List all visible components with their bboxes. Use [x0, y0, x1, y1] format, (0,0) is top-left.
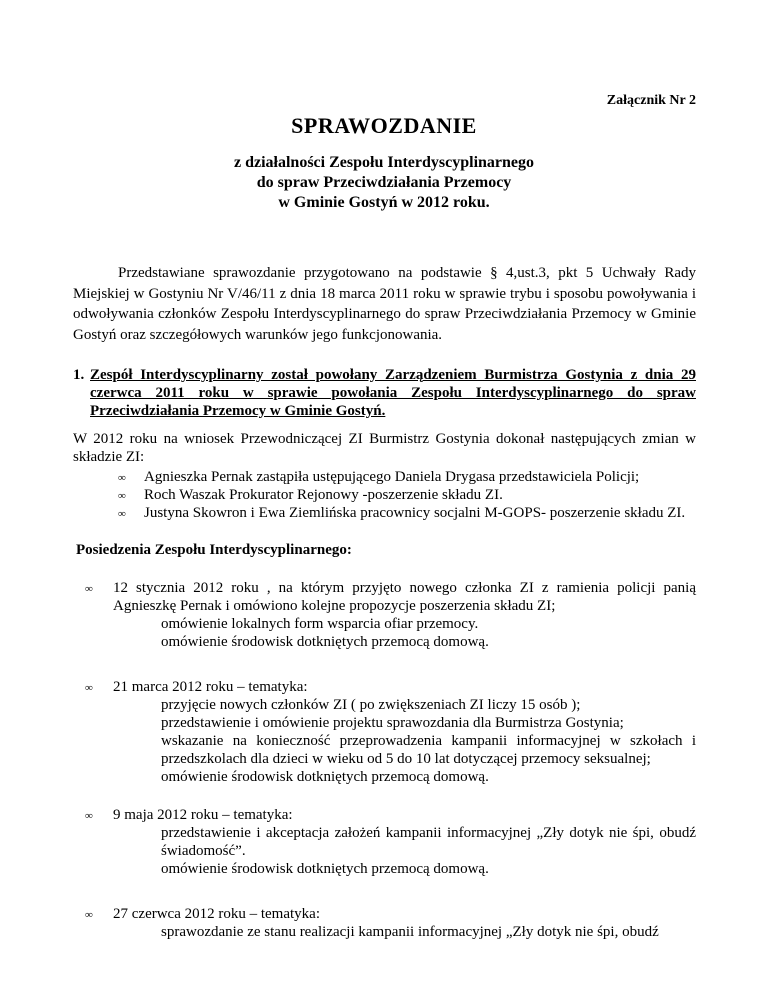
meeting-topic: przedstawienie i akceptacja założeń kampanii informacyjnej „Zły dotyk nie śpi, obudź świadomość”. — [161, 825, 696, 859]
meeting-topic: omówienie środowisk dotkniętych przemocą domową. — [161, 769, 489, 785]
meeting-topic: omówienie środowisk dotkniętych przemocą domową. — [161, 861, 489, 877]
list-item-text: Roch Waszak Prokurator Rejonowy -poszerzenie składu ZI. — [144, 487, 503, 504]
bullet-icon: ∞ — [118, 508, 126, 521]
meeting-topic: przyjęcie nowych członków ZI ( po zwiększeniach ZI liczy 15 osób ); — [161, 697, 581, 713]
meetings-heading: Posiedzenia Zespołu Interdyscyplinarnego: — [76, 542, 352, 558]
subtitle-line: z działalności Zespołu Interdyscyplinarnego — [233, 154, 535, 171]
changes-intro: W 2012 roku na wniosek Przewodniczącej ZI Burmistrz Gostynia dokonał następujących zmian w składzie ZI: — [73, 431, 696, 465]
meeting-lead: 9 maja 2012 roku – tematyka: — [113, 807, 293, 823]
intro-text: Przedstawiane sprawozdanie przygotowano na podstawie § 4,ust.3, pkt 5 Uchwały Rady Miejskiej w Gostyniu Nr V/46/11 z dnia 18 marca 2011 roku w sprawie trybu i sposobu powoływania i odwoływania członków Zespołu Interdyscyplinarnego do spraw Przeciwdziałania Przemocy w Gminie Gostyń oraz szczegółowych warunków jego funkcjonowania. — [73, 265, 696, 343]
meeting-lead: 27 czerwca 2012 roku – tematyka: — [113, 906, 321, 922]
section-1-heading: Zespół Interdyscyplinarny został powołany Zarządzeniem Burmistrza Gostynia z dnia 29 czerwca 2011 roku w sprawie powołania Zespołu Interdyscyplinarnego do spraw Przeciwdziałania Przemocy w Gminie Gostyń. — [90, 367, 696, 419]
meeting-entry — [73, 579, 696, 651]
list-item-text: Justyna Skowron i Ewa Ziemlińska pracownicy socjalni M-GOPS- poszerzenie składu ZI. — [144, 505, 686, 522]
meeting-entry — [73, 806, 696, 878]
bullet-icon: ∞ — [85, 682, 93, 694]
list-item — [73, 486, 696, 504]
meeting-topic: omówienie środowisk dotkniętych przemocą domową. — [161, 634, 489, 650]
bullet-icon: ∞ — [85, 583, 93, 595]
meeting-lead: 12 stycznia 2012 roku , na którym przyjęto nowego członka ZI z ramienia policji panią Agnieszkę Pernak i omówiono kolejne propozycje poszerzenia składu ZI; — [113, 580, 696, 614]
changes-list — [73, 468, 696, 523]
meeting-lead: 21 marca 2012 roku – tematyka: — [113, 679, 308, 695]
list-item — [73, 504, 696, 522]
meeting-entry — [73, 678, 696, 786]
section-1 — [73, 366, 696, 420]
bullet-icon: ∞ — [85, 909, 93, 921]
meeting-topic: sprawozdanie ze stanu realizacji kampanii informacyjnej „Zły dotyk nie śpi, obudź — [161, 924, 659, 940]
intro-paragraph — [73, 263, 696, 345]
meeting-topic: przedstawienie i omówienie projektu sprawozdania dla Burmistrza Gostynia; — [161, 715, 624, 731]
section-number: 1. — [73, 367, 85, 383]
list-item — [73, 468, 696, 486]
annex-label: Załącznik Nr 2 — [606, 93, 696, 108]
meeting-topic: wskazanie na konieczność przeprowadzenia kampanii informacyjnej w szkołach i przedszkolach dla dzieci w wieku od 5 do 10 lat dotyczącej przemocy seksualnej; — [161, 733, 696, 767]
meeting-entry — [73, 905, 696, 941]
bullet-icon: ∞ — [118, 472, 126, 484]
subtitle-line: w Gminie Gostyń w 2012 roku. — [278, 194, 490, 211]
bullet-icon: ∞ — [85, 810, 93, 822]
meeting-topic: omówienie lokalnych form wsparcia ofiar przemocy. — [161, 616, 479, 632]
subtitle-line: do spraw Przeciwdziałania Przemocy — [256, 174, 512, 191]
document-subtitle — [0, 153, 768, 213]
list-item-text: Agnieszka Pernak zastąpiła ustępującego Daniela Drygasa przedstawiciela Policji; — [144, 469, 640, 485]
document-title: SPRAWOZDANIE — [291, 113, 477, 138]
bullet-icon: ∞ — [118, 490, 126, 503]
